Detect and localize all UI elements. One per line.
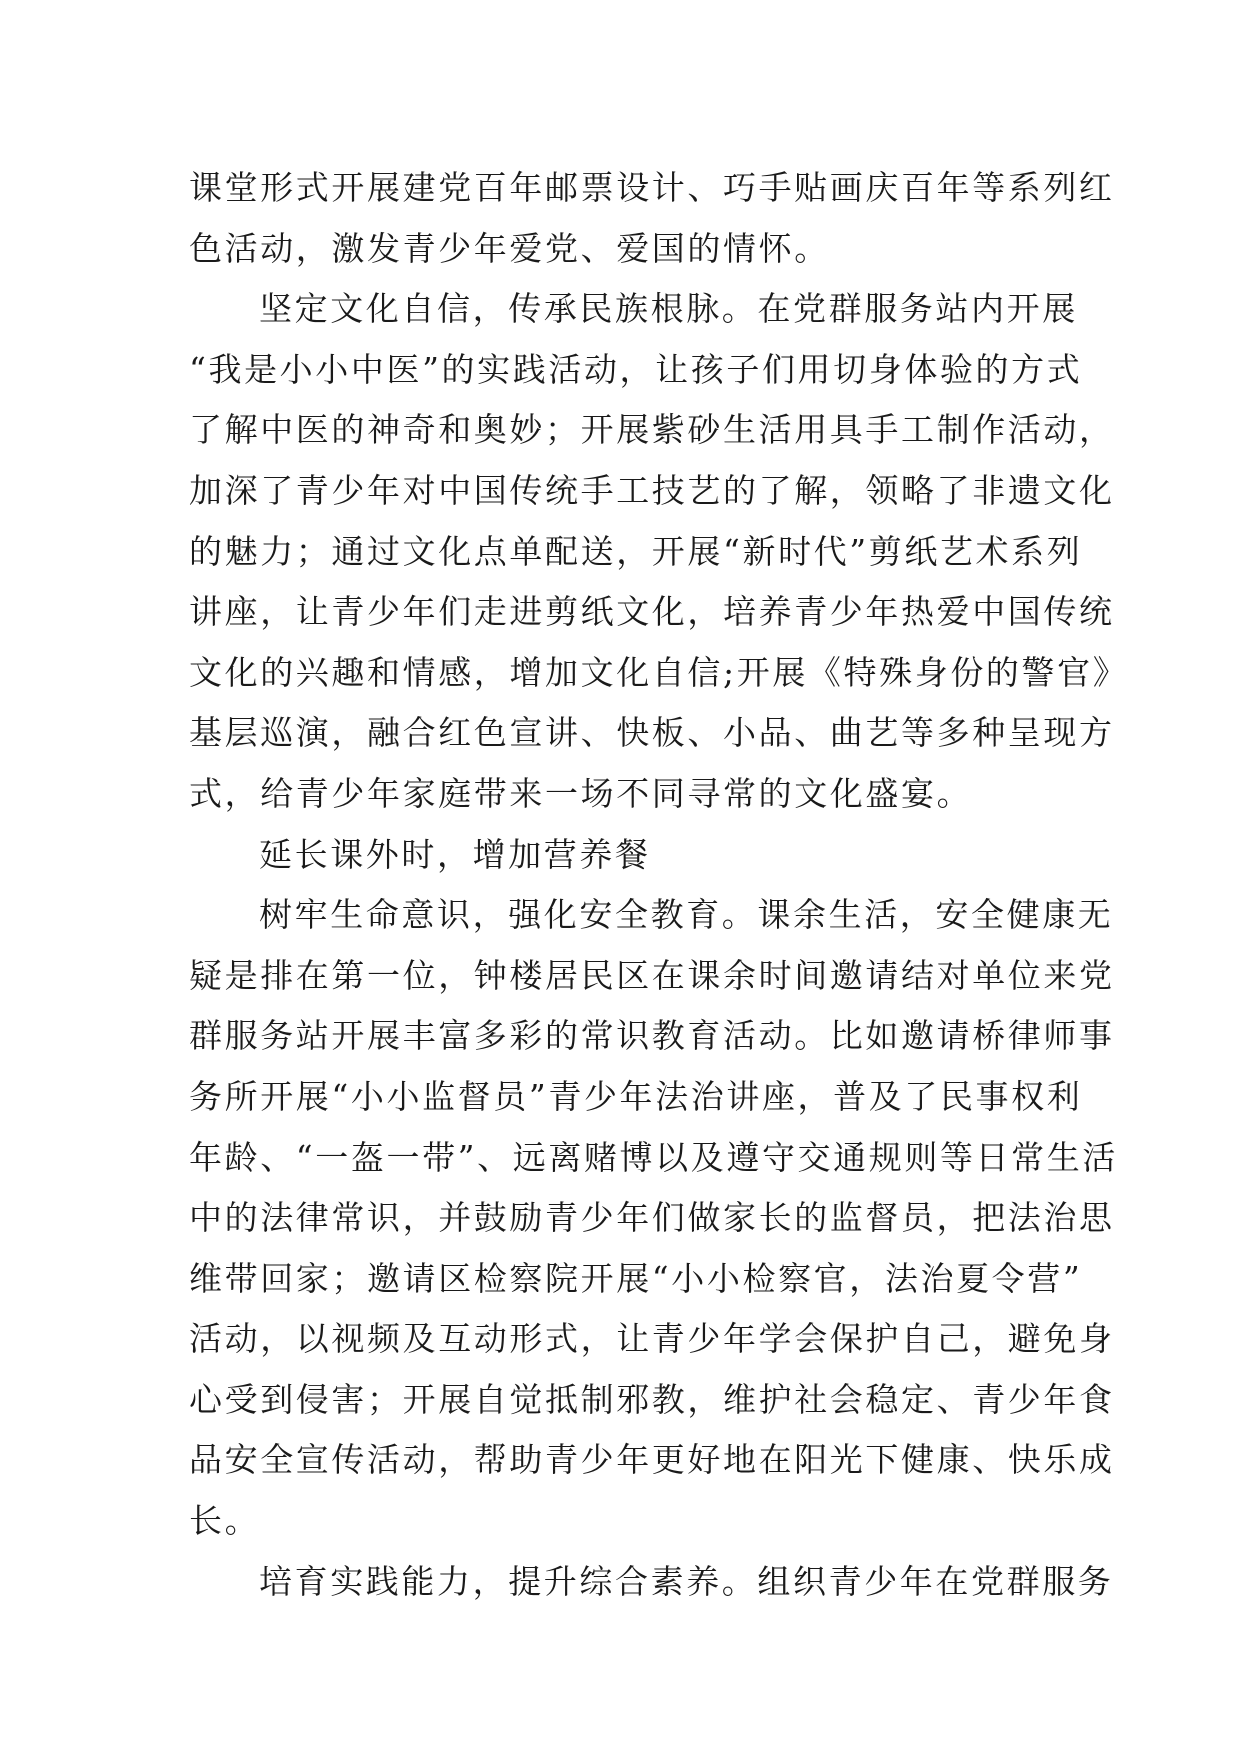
text-line: 基层巡演，融合红色宣讲、快板、小品、曲艺等多种呈现方 xyxy=(189,713,1115,753)
text-line: 式，给青少年家庭带来一场不同寻常的文化盛宴。 xyxy=(189,773,973,813)
text-line: 维带回家；邀请区检察院开展“小小检察官，法治夏令营” xyxy=(189,1258,1083,1298)
paragraph-1 xyxy=(189,158,1115,279)
paragraph-2 xyxy=(189,279,1129,824)
text-line: 课堂形式开展建党百年邮票设计、巧手贴画庆百年等系列红 xyxy=(189,168,1115,207)
text-line: 群服务站开展丰富多彩的常识教育活动。比如邀请桥律师事 xyxy=(189,1016,1115,1056)
text-line: 延长课外时，增加营养餐 xyxy=(259,834,651,874)
text-line: 文化的兴趣和情感，增加文化自信;开展《特殊身份的警官》 xyxy=(189,652,1129,692)
text-line: 务所开展“小小监督员”青少年法治讲座，普及了民事权利 xyxy=(189,1076,1083,1116)
text-line: 中的法律常识，并鼓励青少年们做家长的监督员，把法治思 xyxy=(189,1198,1115,1238)
section-heading xyxy=(189,825,1051,886)
paragraph-4 xyxy=(189,1552,1114,1613)
text-line: 加深了青少年对中国传统手工技艺的了解，领略了非遗文化 xyxy=(189,470,1115,510)
text-line: 坚定文化自信，传承民族根脉。在党群服务站内开展 xyxy=(259,289,1078,329)
text-line: “我是小小中医”的实践活动，让孩子们用切身体验的方式 xyxy=(189,349,1083,389)
text-line: 年龄、“一盔一带”、远离赌博以及遵守交通规则等日常生活 xyxy=(189,1137,1118,1177)
document-page xyxy=(189,158,1129,1612)
text-line: 活动，以视频及互动形式，让青少年学会保护自己，避免身 xyxy=(189,1319,1115,1359)
text-line: 长。 xyxy=(189,1501,261,1541)
text-line: 了解中医的神奇和奥妙；开展紫砂生活用具手工制作活动， xyxy=(189,410,1115,450)
paragraph-3 xyxy=(189,885,1118,1552)
text-line: 疑是排在第一位，钟楼居民区在课余时间邀请结对单位来党 xyxy=(189,955,1115,995)
text-line: 讲座，让青少年们走进剪纸文化，培养青少年热爱中国传统 xyxy=(189,592,1115,632)
text-line: 培育实践能力，提升综合素养。组织青少年在党群服务 xyxy=(259,1561,1114,1601)
text-line: 的魅力；通过文化点单配送，开展“新时代”剪纸艺术系列 xyxy=(189,531,1083,571)
text-line: 色活动，激发青少年爱党、爱国的情怀。 xyxy=(189,228,830,268)
text-line: 树牢生命意识，强化安全教育。课余生活，安全健康无 xyxy=(259,895,1114,935)
text-line: 心受到侵害；开展自觉抵制邪教，维护社会稳定、青少年食 xyxy=(189,1379,1115,1419)
text-line: 品安全宣传活动，帮助青少年更好地在阳光下健康、快乐成 xyxy=(189,1440,1115,1480)
